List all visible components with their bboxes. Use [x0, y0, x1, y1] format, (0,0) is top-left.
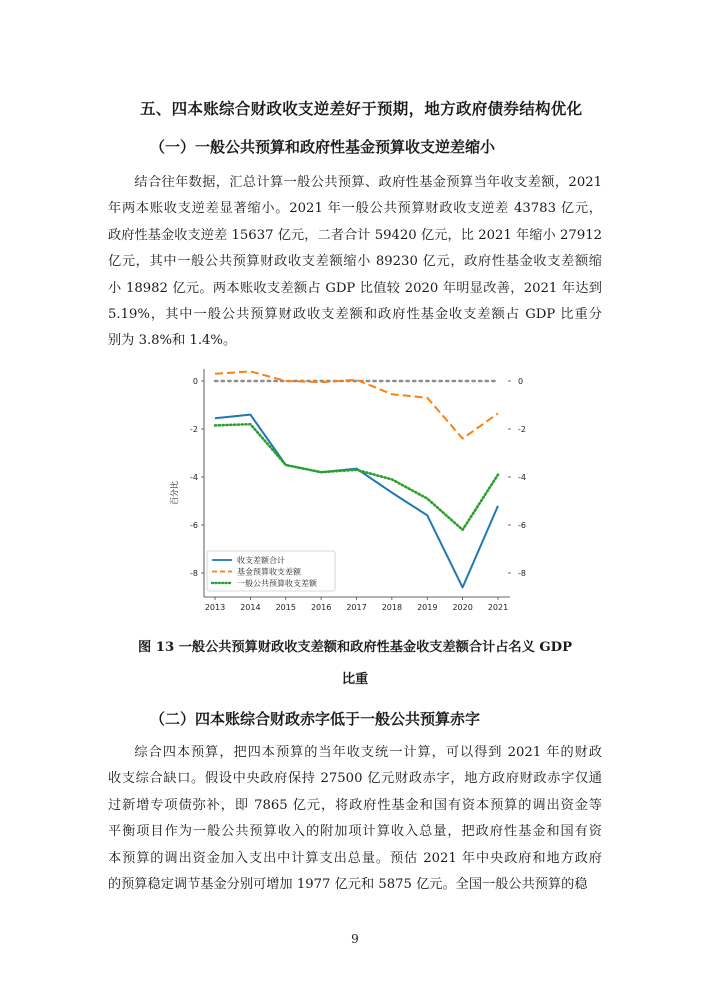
- paragraph-2-line: 平衡项目作为一般公共预算收入的附加项计算收入总量，把政府性基金和国有资: [108, 824, 602, 840]
- paragraph-1-line: 年两本账收支逆差显著缩小。2021 年一般公共预算财政收支逆差 43783 亿元，: [108, 201, 602, 217]
- chart-legend: [207, 551, 335, 591]
- x-tick-label: 2016: [310, 603, 332, 612]
- x-tick-label: 2019: [417, 603, 438, 612]
- x-tick-label: 2014: [240, 603, 261, 612]
- x-tick-label: 2013: [204, 603, 226, 612]
- y-tick-label: 0: [192, 377, 198, 386]
- right-y-tick-label: -4: [518, 473, 526, 482]
- subsection-heading-1: （一）一般公共预算和政府性基金预算收支逆差缩小: [150, 138, 496, 156]
- paragraph-2-line: 综合四本预算，把四本预算的当年收支统一计算，可以得到 2021 年的财政: [134, 745, 602, 760]
- right-y-tick-label: -2: [518, 425, 526, 434]
- legend-label: 收支差额合计: [237, 556, 285, 565]
- figure-caption: 图 13 一般公共预算财政收支差额和政府性基金收支差额合计占名义 GDP: [138, 640, 572, 655]
- y-tick-label: -4: [190, 473, 198, 482]
- x-tick-label: 2020: [452, 603, 473, 612]
- paragraph-2-line: 本预算的调出资金加入支出中计算支出总量。预估 2021 年中央政府和地方政府: [108, 850, 602, 866]
- y-tick-label: -8: [190, 569, 198, 578]
- series-line-3: [215, 424, 498, 530]
- paragraph-2: [108, 740, 602, 898]
- y-axis-label: 百分比: [170, 481, 179, 505]
- page-number: 9: [351, 932, 359, 946]
- right-y-tick-label: -6: [518, 521, 526, 530]
- x-tick-label: 2015: [275, 603, 296, 612]
- paragraph-1-line: 亿元，其中一般公共预算财政收支差额缩小 89230 亿元，政府性基金收支差额缩: [108, 254, 602, 270]
- y-tick-label: -2: [190, 425, 198, 434]
- legend-label: 一般公共预算收支差额: [237, 579, 317, 588]
- paragraph-1-line: 结合往年数据，汇总计算一般公共预算、政府性基金预算当年收支差额，2021: [134, 175, 602, 190]
- paragraph-1: [108, 170, 602, 355]
- y-tick-label: -6: [190, 521, 198, 530]
- x-tick-label: 2021: [487, 603, 509, 612]
- paragraph-2-line: 的预算稳定调节基金分别可增加 1977 亿元和 5875 亿元。全国一般公共预算的稳: [108, 877, 588, 893]
- paragraph-1-line: 别为 3.8%和 1.4%。: [108, 333, 237, 349]
- paragraph-1-line: 小 18982 亿元。两本账收支差额占 GDP 比值较 2020 年明显改善，2021 年达到: [108, 280, 602, 296]
- paragraph-1-line: 政府性基金收支逆差 15637 亿元，二者合计 59420 亿元，比 2021 年缩小 27912: [108, 227, 602, 243]
- paragraph-2-line: 过新增专项债弥补，即 7865 亿元，将政府性基金和国有资本预算的调出资金等: [108, 797, 602, 813]
- x-tick-label: 2018: [381, 603, 403, 612]
- legend-label: 基金预算收支差额: [237, 567, 301, 577]
- right-y-tick-label: 0: [518, 377, 524, 386]
- paragraph-2-line: 收支综合缺口。假设中央政府保持 27500 亿元财政赤字，地方政府财政赤字仅通: [108, 771, 602, 787]
- right-y-tick-label: -8: [518, 569, 526, 578]
- section-heading: 五、四本账综合财政收支逆差好于预期，地方政府债券结构优化: [140, 100, 583, 118]
- x-tick-label: 2017: [346, 603, 367, 612]
- figure-caption-continued: 比重: [341, 672, 369, 687]
- paragraph-1-line: 5.19%，其中一般公共预算财政收支差额和政府性基金收支差额占 GDP 比重分: [108, 307, 602, 323]
- line-chart: [170, 365, 545, 620]
- subsection-heading-2: （二）四本账综合财政赤字低于一般公共预算赤字: [150, 710, 481, 728]
